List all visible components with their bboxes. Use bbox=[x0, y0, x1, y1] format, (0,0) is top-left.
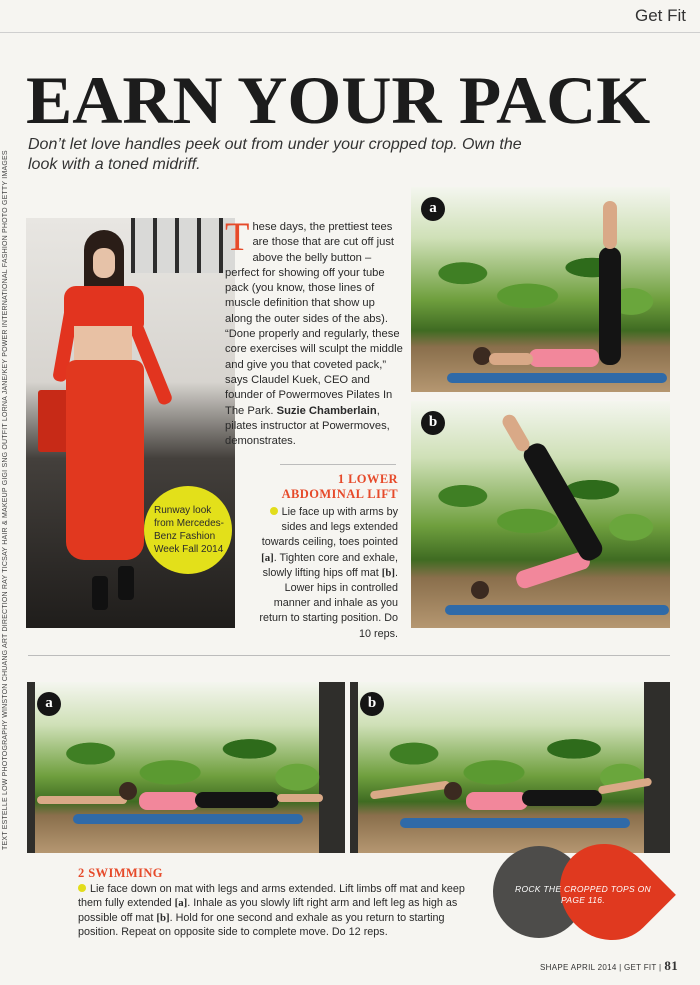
footer bbox=[540, 958, 678, 974]
black-leggings bbox=[522, 790, 602, 806]
torso bbox=[489, 353, 533, 365]
intro-text bbox=[225, 214, 405, 449]
promo-text: ROCK THE CROPPED TOPS ON PAGE 116. bbox=[515, 884, 651, 905]
photo-label-a: a bbox=[421, 197, 445, 221]
photo-credits: TEXT ESTELLE LOW PHOTOGRAPHY WINSTON CHUANG ART DIRECTION RAY TICSAY HAIR & MAKEUP GIGI SNG OUTFIT LORNA JANE/KEY POWER INTERNATIONAL FASHION PHOTO GETTY IMAGES bbox=[2, 150, 9, 850]
exercise1-text-2: . Tighten core and exhale, slowly lifting hips off mat bbox=[262, 551, 398, 579]
drop-cap: T bbox=[225, 214, 250, 259]
instructor-head bbox=[119, 782, 137, 800]
exercise2-text-3: . Hold for one second and exhale as you return to starting position. Repeat on opposite side to complete move. Do 12 reps. bbox=[78, 911, 445, 939]
ref-a: [a] bbox=[261, 551, 274, 564]
exercise1-photo-b bbox=[411, 401, 670, 628]
background-windows bbox=[131, 218, 235, 273]
intro-body-2: , pilates instructor at Powermoves, demonstrates. bbox=[225, 404, 390, 448]
exercise2-title-text: SWIMMING bbox=[88, 866, 163, 880]
exercise1-title bbox=[240, 472, 398, 502]
exercise2-photo-b bbox=[350, 682, 670, 853]
mid-divider bbox=[28, 655, 670, 656]
exercise2-body bbox=[78, 882, 478, 940]
dek: Don’t let love handles peek out from under your cropped top. Own the look with a toned midriff. bbox=[28, 136, 522, 173]
page-number: 81 bbox=[664, 958, 678, 973]
model-midriff bbox=[74, 326, 132, 364]
ref-b: [b] bbox=[156, 911, 170, 924]
exercise2-title bbox=[78, 866, 163, 881]
exercise1-body bbox=[250, 505, 398, 642]
feet bbox=[603, 201, 617, 249]
bullet-dot-icon bbox=[78, 884, 86, 892]
runway-photo bbox=[26, 218, 235, 628]
exercise2-text-1: Lie face down on mat with legs and arms extended. Lift limbs off mat and keep them fully extended bbox=[78, 883, 465, 910]
exercise1-title-line2: ABDOMINAL LIFT bbox=[281, 487, 398, 501]
exercise1-number: 1 bbox=[337, 472, 345, 486]
bullet-dot-icon bbox=[270, 507, 278, 515]
foliage bbox=[411, 228, 670, 341]
pink-top bbox=[529, 349, 599, 367]
ref-b: [b] bbox=[381, 566, 395, 579]
black-leggings-raised bbox=[599, 247, 621, 365]
photo-label-b: b bbox=[421, 411, 445, 435]
footer-text: SHAPE APRIL 2014 | GET FIT | bbox=[540, 963, 662, 972]
exercise2-number: 2 bbox=[78, 866, 85, 880]
exercise2-text-2: . Inhale as you slowly lift right arm and left leg as high as possible off mat bbox=[78, 897, 458, 924]
pink-top bbox=[139, 792, 199, 810]
exercise1-text-1: Lie face up with arms by sides and legs extended towards ceiling, toes pointed bbox=[261, 506, 398, 549]
exercise2-photo-a bbox=[27, 682, 345, 853]
top-rule bbox=[0, 32, 700, 33]
exercise1-text-3: . Lower hips in controlled manner and inhale as you return to starting position. Do 10 reps. bbox=[259, 566, 398, 640]
photo-label-a: a bbox=[37, 692, 61, 716]
photo-label-b: b bbox=[360, 692, 384, 716]
red-pants bbox=[66, 360, 144, 560]
pink-top bbox=[466, 792, 528, 810]
instructor-head bbox=[444, 782, 462, 800]
yoga-mat bbox=[445, 605, 669, 615]
exercise1-title-line1: LOWER bbox=[348, 472, 398, 486]
yoga-mat bbox=[73, 814, 303, 824]
arms-extended bbox=[37, 796, 127, 804]
cropped-top bbox=[64, 286, 144, 328]
runway-caption: Runway look from Mercedes-Benz Fashion Week Fall 2014 bbox=[144, 486, 232, 574]
intro-body-1: hese days, the prettiest tees are those that are cut off just above the belly button – perfect for showing off your tube pack (you know, those lines of muscle definition that show up along the outer sides of the abs). “Done properly and regularly, these core exercises will sculpt the middle and give you that coveted pack,” says Claudel Kuek, CEO and founder of Powermoves Pilates In The Park. bbox=[225, 221, 403, 417]
section-label: Get Fit bbox=[634, 6, 686, 25]
model-face bbox=[93, 248, 115, 278]
instructor-head bbox=[473, 347, 491, 365]
black-leggings bbox=[195, 792, 279, 808]
ref-a: [a] bbox=[174, 897, 188, 910]
shoe-left bbox=[92, 576, 108, 610]
feet bbox=[277, 794, 323, 802]
exercise1-photo-a bbox=[411, 187, 670, 392]
headline: EARN YOUR PACK bbox=[26, 62, 651, 138]
mini-rule bbox=[280, 464, 396, 465]
instructor-head bbox=[471, 581, 489, 599]
yoga-mat bbox=[447, 373, 667, 383]
yoga-mat bbox=[400, 818, 630, 828]
shoe-right bbox=[118, 566, 134, 600]
instructor-name: Suzie Chamberlain bbox=[276, 404, 377, 417]
